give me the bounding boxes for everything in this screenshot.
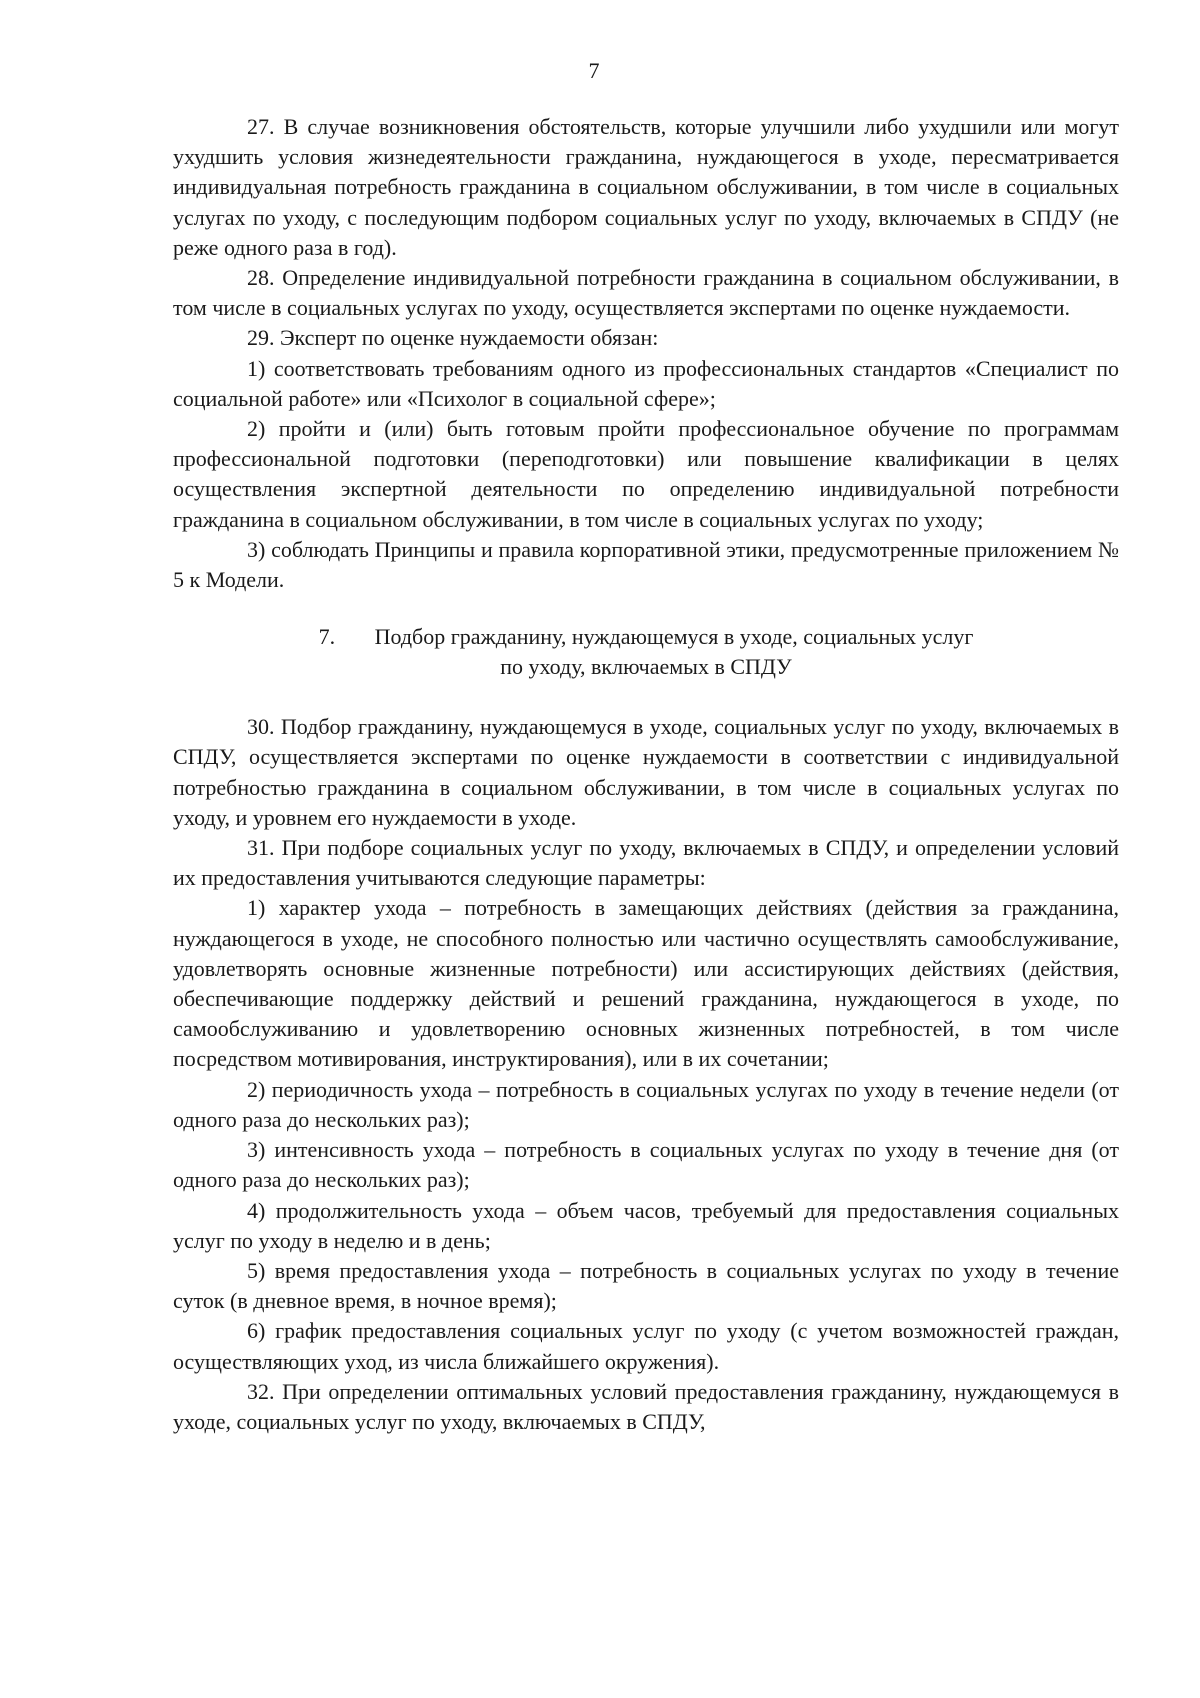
document-body — [173, 112, 1119, 1437]
page-number: 7 — [588, 58, 600, 83]
paragraph-28: 28. Определение индивидуальной потребности гражданина в социальном обслуживании, в том числе в социальных услугах по уходу, осуществляется экспертами по оценке нуждаемости. — [173, 265, 1119, 321]
paragraph-27: 27. В случае возникновения обстоятельств, которые улучшили либо ухудшили или могут ухудшить условия жизнедеятельности гражданина, нуждающегося в уходе, пересматривается индивидуальная потребность гражданина в социальном обслуживании, в том числе в социальных услугах по уходу, с последующим подбором социальных услуг по уходу, включаемых в СПДУ (не реже одного раза в год). — [173, 114, 1119, 260]
paragraph-30: 30. Подбор гражданину, нуждающемуся в уходе, социальных услуг по уходу, включаемых в СПДУ, осуществляется экспертами по оценке нуждаемости в соответствии с индивидуальной потребностью гражданина в социальном обслуживании, в том числе в социальных услугах по уходу, и уровнем его нуждаемости в уходе. — [173, 714, 1119, 830]
paragraph-31: 31. При подборе социальных услуг по уходу, включаемых в СПДУ, и определении условий их предоставления учитываются следующие параметры: — [173, 835, 1119, 891]
paragraph-31-item-5: 5) время предоставления ухода – потребность в социальных услугах по уходу в течение суток (в дневное время, в ночное время); — [173, 1257, 1119, 1314]
section-number: 7. — [318, 624, 336, 650]
section-heading-line-1 — [173, 622, 1119, 652]
paragraph-31-item-6: 6) график предоставления социальных услуг по уходу (с учетом возможностей граждан, осуществляющих уход, из числа ближайшего окружения). — [173, 1318, 1119, 1374]
paragraph-29: 29. Эксперт по оценке нуждаемости обязан: — [247, 325, 659, 351]
paragraph-31-item-2: 2) периодичность ухода – потребность в социальных услугах по уходу в течение недели (от одного раза до нескольких раз); — [173, 1076, 1119, 1132]
paragraph-31-item-3: 3) интенсивность ухода – потребность в социальных услугах по уходу в течение дня (от одного раза до нескольких раз); — [173, 1137, 1119, 1193]
paragraph-31-item-4: 4) продолжительность ухода – объем часов, требуемый для предоставления социальных услуг по уходу в неделю и в день; — [173, 1197, 1119, 1253]
paragraph-32: 32. При определении оптимальных условий предоставления гражданину, нуждающемуся в уходе, социальных услуг по уходу, включаемых в СПДУ, — [173, 1378, 1119, 1434]
paragraph-29-item-1: 1) соответствовать требованиям одного из профессиональных стандартов «Специалист по социальной работе» или «Психолог в социальной сфере»; — [173, 355, 1119, 411]
section-title-line-1: Подбор гражданину, нуждающемуся в уходе, социальных услуг — [374, 624, 974, 650]
section-title-line-2: по уходу, включаемых в СПДУ — [500, 654, 792, 680]
paragraph-31-item-1: 1) характер ухода – потребность в замещающих действиях (действия за гражданина, нуждающегося в уходе, не способного полностью или частично осуществлять самообслуживание, удовлетворять основные жизненные потребности) или ассистирующих действиях (действия, обеспечивающие поддержку действий и решений гражданина, нуждающегося в уходе, по самообслуживанию и удовлетворению основных жизненных потребностей, в том числе посредством мотивирования, инструктирования), или в их сочетании; — [173, 895, 1119, 1072]
paragraph-29-item-2: 2) пройти и (или) быть готовым пройти профессиональное обучение по программам профессиональной подготовки (переподготовки) или повышение квалификации в целях осуществления экспертной деятельности по определению индивидуальной потребности гражданина в социальном обслуживании, в том числе в социальных услугах по уходу; — [173, 416, 1119, 532]
section-heading — [173, 622, 1119, 682]
paragraph-29-item-3: 3) соблюдать Принципы и правила корпоративной этики, предусмотренные приложением № 5 к Модели. — [173, 536, 1119, 593]
